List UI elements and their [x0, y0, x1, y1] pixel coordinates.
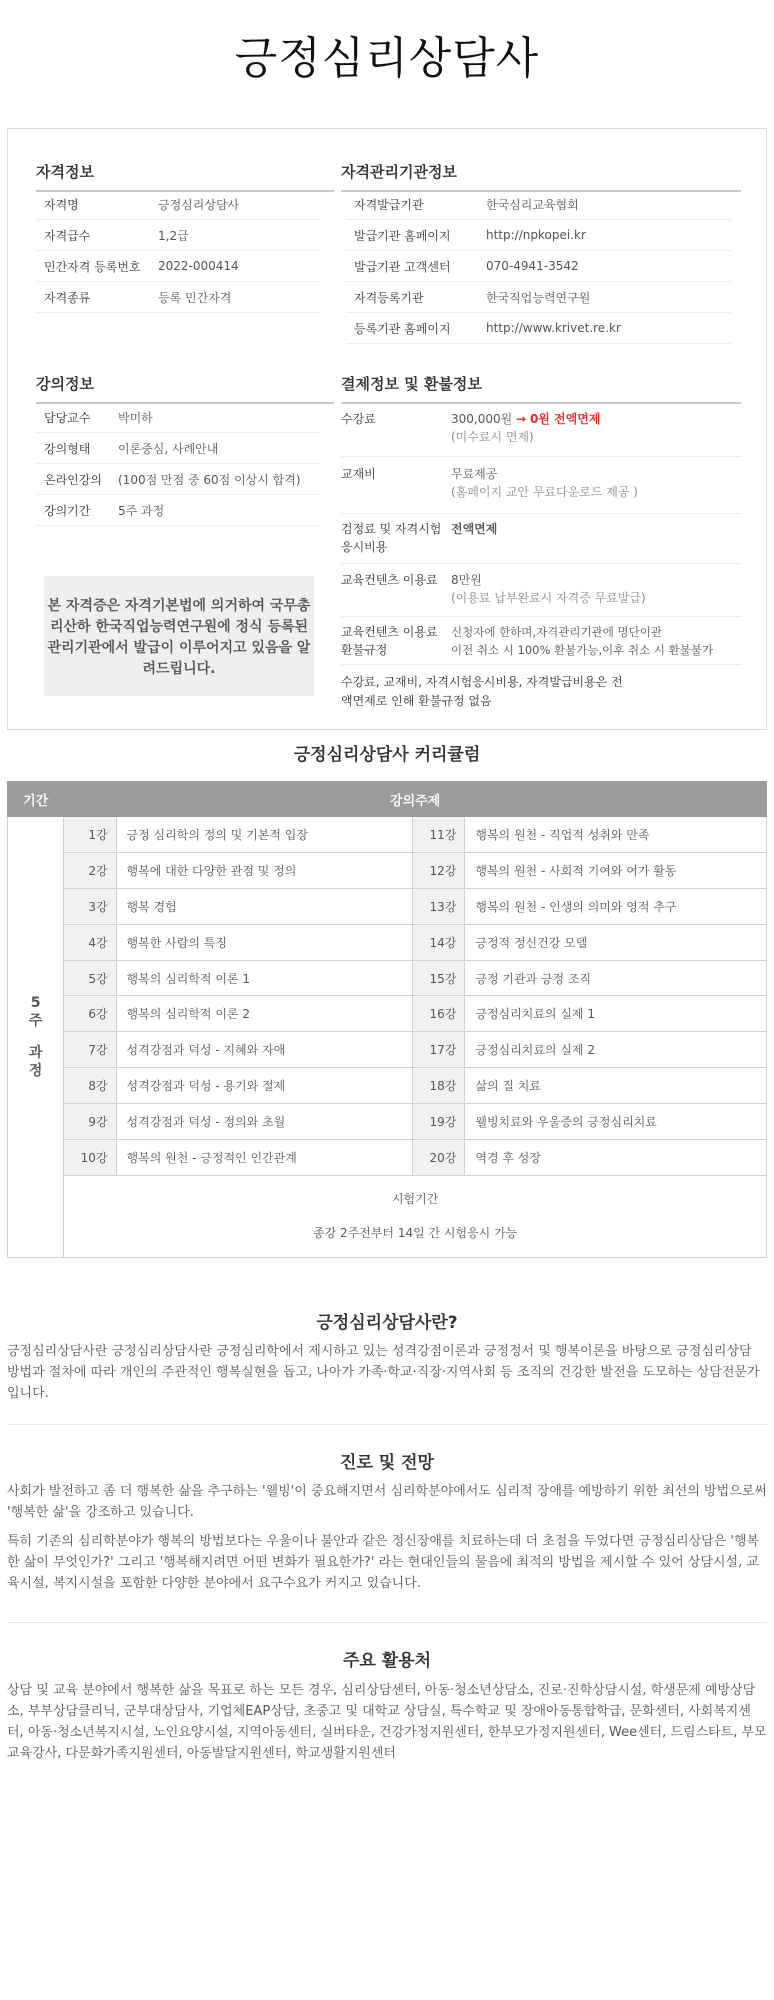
info-row-label: 강의기간 — [44, 503, 91, 518]
cert-info-heading: 자격정보 — [36, 161, 334, 192]
lesson-title: 삶의 질 치료 — [465, 1068, 767, 1104]
usage-text: 상담 및 교육 분야에서 행복한 삶을 목표로 하는 모든 경우, 심리상담센터, 아동·청소년상담소, 진로·진학상담시설, 학생문제 예방상담소, 부부상담클리닉, 군부대상담사, 기업체EAP상담, 초중고 및 대학교 상담실, 특수학교 및 장애아동통합학급, 문화센터, 사회복지센터, 아동·청소년복지시설, 노인요양시설, 지역아동센터, 실버타운, 건강가정지원센터, 한부모가정지원센터, Wee센터, 드림스타트, 부모교육강사, 다문화가족지원센터, 아동발달지원센터, 학교생활지원센터 — [7, 1683, 767, 1761]
lesson-number: 5강 — [64, 960, 116, 996]
lesson-title: 성격강점과 덕성 - 지혜와 자애 — [116, 1032, 413, 1068]
exam-fee-label: 검정료 및 자격시험 응시비용 — [341, 522, 442, 554]
info-row-label: 강의형태 — [44, 441, 91, 456]
info-row-value: 한국직업능력연구원 — [486, 290, 591, 305]
lesson-number: 11강 — [413, 817, 465, 853]
info-row-value: 5주 과정 — [118, 503, 165, 518]
lesson-title: 긍정적 정신건강 모델 — [465, 924, 767, 960]
lesson-title: 성격강점과 덕성 - 정의와 초월 — [116, 1104, 413, 1140]
about-text: 긍정심리상담사란 긍정심리상담사란 긍정심리학에서 제시하고 있는 성격강점이론과 긍정정서 및 행복이론을 바탕으로 긍정심리상담 방법과 절차에 따라 개인의 주관적인 행복실현을 돕고, 나아가 가족·학교·직장·지역사회 등 조직의 건강한 발전을 도모하는 상담전문가 입니다. — [7, 1344, 760, 1401]
info-row — [36, 220, 321, 251]
lesson-title: 행복 경험 — [116, 888, 413, 924]
lesson-number: 20강 — [413, 1140, 465, 1176]
period-cell: 5 주 과 정 — [8, 817, 64, 1258]
info-row — [346, 220, 731, 251]
table-row — [8, 888, 767, 924]
arrow-icon: → — [516, 412, 527, 426]
lesson-number: 8강 — [64, 1068, 116, 1104]
info-row-value: 긍정심리상담사 — [158, 197, 240, 212]
curriculum-table — [7, 781, 767, 1258]
material-row — [341, 457, 741, 514]
lesson-number: 4강 — [64, 924, 116, 960]
lesson-number: 7강 — [64, 1032, 116, 1068]
usage-heading: 주요 활용처 — [342, 1651, 432, 1671]
lesson-title: 역경 후 성장 — [465, 1140, 767, 1176]
exam-desc: 종강 2주전부터 14일 간 시험응시 가능 — [313, 1226, 518, 1241]
lesson-number: 2강 — [64, 852, 116, 888]
lesson-number: 14강 — [413, 924, 465, 960]
info-row — [36, 251, 321, 282]
info-row-value: 한국심리교육협회 — [486, 197, 579, 212]
info-row — [36, 402, 321, 433]
info-row-label: 자격발급기관 — [354, 197, 424, 212]
divider — [7, 1424, 767, 1425]
col-period-header: 기간 — [8, 782, 64, 817]
lesson-title: 긍정심리치료의 실제 1 — [465, 996, 767, 1032]
lesson-title: 행복의 원천 - 직업적 성취와 만족 — [465, 817, 767, 853]
info-row-value: http://npkopei.kr — [486, 228, 586, 242]
info-row-label: 자격종류 — [44, 290, 91, 305]
divider — [7, 1622, 767, 1623]
info-row-value: 070-4941-3542 — [486, 259, 579, 273]
lesson-number: 17강 — [413, 1032, 465, 1068]
lesson-number: 6강 — [64, 996, 116, 1032]
table-row — [8, 1032, 767, 1068]
content-fee-value: 8만원 — [451, 573, 482, 587]
lesson-title: 행복의 원천 - 긍정적인 인간관계 — [116, 1140, 413, 1176]
table-row — [8, 996, 767, 1032]
info-row — [346, 282, 731, 313]
career-text-1: 사회가 발전하고 좀 더 행복한 삶을 추구하는 '웰빙'이 중요해지면서 심리학분야에서도 심리적 장애를 예방하기 위한 최선의 방법으로써 '행복한 삶'을 강조하고 있습니다. — [7, 1484, 767, 1520]
refund-value-2: 이전 취소 시 100% 환불가능,이후 취소 시 환불불가 — [451, 643, 714, 657]
exam-title: 시험기간 — [391, 1192, 439, 1207]
lesson-number: 13강 — [413, 888, 465, 924]
lesson-title: 긍정심리치료의 실제 2 — [465, 1032, 767, 1068]
info-row-value: 이론중심, 사례안내 — [118, 441, 219, 456]
table-row — [8, 1104, 767, 1140]
info-row-label: 자격급수 — [44, 228, 91, 243]
org-info-heading: 자격관리기관정보 — [341, 161, 741, 192]
info-row-label: 담당교수 — [44, 410, 91, 425]
lesson-title: 행복의 심리학적 이론 1 — [116, 960, 413, 996]
info-row — [346, 313, 731, 344]
curriculum-title: 긍정심리상담사 커리큘럼 — [293, 745, 481, 765]
refund-label: 교육컨텐츠 이용료 환불규정 — [341, 625, 438, 657]
col-subject-header: 강의주제 — [64, 782, 767, 817]
info-row-value: 등록 민간자격 — [158, 290, 232, 305]
content-fee-label: 교육컨텐츠 이용료 — [341, 573, 438, 587]
info-row — [36, 464, 321, 495]
material-note: (홈페이지 교안 무료다운로드 제공 ) — [451, 485, 638, 499]
info-row-value: http://www.krivet.re.kr — [486, 321, 621, 335]
lesson-title: 행복의 원천 - 사회적 기여와 여가 활동 — [465, 852, 767, 888]
payment-heading: 결제정보 및 환불정보 — [341, 373, 741, 404]
info-row-value: 2022-000414 — [158, 259, 239, 273]
exam-period-cell — [64, 1175, 767, 1257]
info-row-value: (100점 만점 중 60점 이상시 합격) — [118, 472, 301, 487]
refund-footer-note: 수강료, 교재비, 자격시험응시비용, 자격발급비용은 전액면제로 인해 환불규정 없음 — [341, 675, 623, 708]
material-label: 교재비 — [341, 467, 376, 481]
table-row — [8, 960, 767, 996]
lesson-title: 성격강점과 덕성 - 용기와 절제 — [116, 1068, 413, 1104]
lesson-title: 웰빙치료와 우울증의 긍정심리치료 — [465, 1104, 767, 1140]
table-row — [8, 852, 767, 888]
info-row — [346, 189, 731, 220]
info-row-label: 발급기관 고객센터 — [354, 259, 451, 274]
table-row — [8, 817, 767, 853]
lesson-title: 행복의 심리학적 이론 2 — [116, 996, 413, 1032]
table-row — [8, 1068, 767, 1104]
career-text-2: 특히 기존의 심리학분야가 행복의 방법보다는 우울이나 불안과 같은 정신장애를 치료하는데 더 초점을 두었다면 긍정심리상담은 '행복한 삶이 무엇인가?' 그리고 '행복해지려면 어떤 변화가 필요한가?' 라는 현대인들의 물음에 최적의 방법을 제시할 수 있어 상담시설, 교육시설, 복지시설을 포함한 다양한 분야에서 요구수요가 커지고 있습니다. — [7, 1534, 760, 1591]
lesson-title: 행복한 사람의 특징 — [116, 924, 413, 960]
lesson-number: 18강 — [413, 1068, 465, 1104]
lesson-number: 10강 — [64, 1140, 116, 1176]
lesson-title: 행복에 대한 다양한 관점 및 정의 — [116, 852, 413, 888]
info-row — [346, 251, 731, 282]
fee-price: 300,000원 — [451, 412, 513, 426]
lesson-number: 19강 — [413, 1104, 465, 1140]
info-row — [36, 189, 321, 220]
fee-free: 0원 전액면제 — [529, 412, 601, 426]
table-row — [8, 1140, 767, 1176]
lesson-title: 긍정 기관과 긍정 조직 — [465, 960, 767, 996]
exam-row — [8, 1175, 767, 1257]
exam-fee-row — [341, 514, 741, 564]
info-row — [36, 282, 321, 313]
fee-row — [341, 407, 741, 457]
info-row-label: 자격명 — [44, 197, 79, 212]
info-row — [36, 495, 321, 526]
content-fee-row — [341, 564, 741, 617]
lesson-title: 행복의 원천 - 인생의 의미와 영적 추구 — [465, 888, 767, 924]
info-row-label: 민간자격 등록번호 — [44, 259, 141, 274]
fee-label: 수강료 — [341, 412, 376, 426]
material-value: 무료제공 — [451, 467, 498, 481]
lesson-title: 긍정 심리학의 정의 및 기본적 입장 — [116, 817, 413, 853]
info-row — [36, 433, 321, 464]
refund-row — [341, 617, 741, 665]
info-row-label: 온라인강의 — [44, 472, 102, 487]
lesson-number: 3강 — [64, 888, 116, 924]
exam-fee-value: 전액면제 — [451, 522, 498, 536]
lesson-number: 1강 — [64, 817, 116, 853]
table-row — [8, 924, 767, 960]
lesson-number: 9강 — [64, 1104, 116, 1140]
fee-note: (미수료시 면제) — [451, 430, 534, 444]
info-row-value: 박미하 — [118, 410, 153, 425]
refund-value-1: 신청자에 한하며,자격관리기관에 명단이관 — [451, 625, 662, 639]
lesson-number: 16강 — [413, 996, 465, 1032]
about-heading: 긍정심리상담사란? — [316, 1313, 458, 1333]
lesson-number: 15강 — [413, 960, 465, 996]
lecture-info-heading: 강의정보 — [36, 373, 334, 404]
info-row-value: 1,2급 — [158, 228, 189, 243]
page-title: 긍정심리상담사 — [234, 33, 540, 84]
info-row-label: 자격등록기관 — [354, 290, 424, 305]
info-row-label: 등록기관 홈페이지 — [354, 321, 451, 336]
content-fee-note: (이용료 납부완료시 자격증 무료발급) — [451, 591, 646, 605]
career-heading: 진로 및 전망 — [340, 1453, 434, 1473]
info-row-label: 발급기관 홈페이지 — [354, 228, 451, 243]
info-box — [7, 128, 767, 730]
notice-box: 본 자격증은 자격기본법에 의거하여 국무총리산하 한국직업능력연구원에 정식 등록된 관리기관에서 발급이 이루어지고 있음을 알려드립니다. — [44, 576, 314, 696]
lesson-number: 12강 — [413, 852, 465, 888]
